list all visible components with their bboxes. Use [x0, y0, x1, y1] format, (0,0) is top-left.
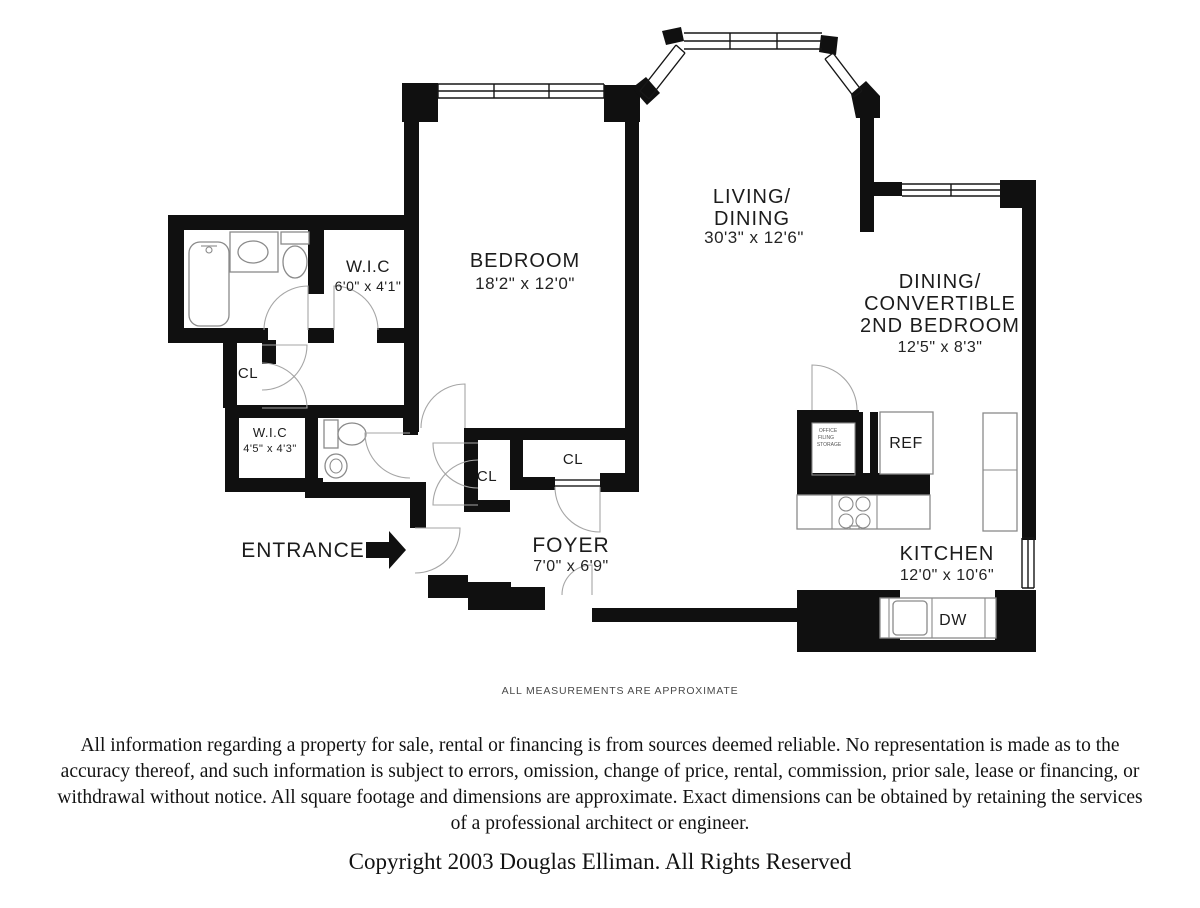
- kitchen-dims: 12'0" x 10'6": [899, 567, 995, 584]
- second-bedroom-label-1: DINING/: [898, 271, 982, 293]
- second-bedroom-label-3: 2ND BEDROOM: [860, 315, 1020, 337]
- wall-segment: [870, 412, 878, 474]
- foyer-closet-door-arc: [555, 487, 600, 532]
- pantry-label-3: STORAGE: [816, 442, 842, 448]
- wall-segment: [510, 440, 523, 480]
- wall-segment: [510, 477, 555, 490]
- measurements-note: ALL MEASUREMENTS ARE APPROXIMATE: [501, 685, 739, 697]
- wall-segment: [404, 120, 419, 432]
- wall-segment: [262, 340, 276, 364]
- wall-segment: [592, 608, 797, 622]
- powder-sink: [325, 454, 347, 478]
- wic-hall-label: W.I.C: [252, 425, 288, 440]
- disclaimer-line-1: All information regarding a property for sale, rental or financing is from sources deemed reliable. No representation is made as to the: [80, 735, 1120, 756]
- refrigerator-label: REF: [889, 435, 923, 452]
- bedroom-label: BEDROOM: [469, 250, 581, 272]
- closet-label-hall: CL: [237, 365, 259, 382]
- wall-segment: [402, 83, 438, 122]
- living-dining-dims: 30'3" x 12'6": [704, 228, 804, 247]
- wall-segment: [428, 575, 468, 598]
- wall-segment: [168, 328, 268, 343]
- wall-segment: [168, 215, 184, 335]
- closet-slider-track: [555, 480, 600, 486]
- toilet-tank: [281, 232, 309, 244]
- second-bedroom-dims: 12'5" x 8'3": [897, 339, 983, 356]
- wall-segment: [464, 428, 638, 440]
- disclaimer-line-4: of a professional architect or engineer.: [450, 813, 750, 834]
- wall-segment: [855, 412, 863, 474]
- pantry-label-2: FILING: [817, 435, 835, 441]
- wic-bath-dims: 6'0" x 4'1": [334, 278, 402, 294]
- wall-segment: [468, 582, 511, 610]
- second-bedroom-label-2: CONVERTIBLE: [864, 293, 1016, 315]
- disclaimer-line-2: accuracy thereof, and such information is subject to errors, omission, change of price, rental, commission, prior sale, lease or financing, or: [60, 761, 1140, 782]
- living-dining-label-1: LIVING/: [712, 186, 792, 208]
- bedroom-dims: 18'2" x 12'0": [475, 274, 575, 293]
- foyer-dims: 7'0" x 6'9": [533, 558, 609, 575]
- bay-corner: [662, 27, 684, 45]
- bathtub: [189, 242, 229, 326]
- footer: [57, 685, 1142, 874]
- wic-bath-label: W.I.C: [345, 257, 391, 276]
- bathroom-sink: [238, 241, 268, 263]
- bathroom-door-arc: [264, 286, 308, 330]
- kitchen-sink: [893, 601, 927, 635]
- wall-segment: [511, 587, 545, 610]
- bedroom-door-arc: [421, 384, 465, 428]
- second-bedroom-window: [902, 184, 1000, 196]
- kitchen-window: [1022, 538, 1034, 588]
- bay-window-top: [684, 33, 822, 49]
- bay-corner: [819, 35, 838, 55]
- copyright-line: Copyright 2003 Douglas Elliman. All Rights Reserved: [348, 849, 852, 874]
- wic-hall-dims: 4'5" x 4'3": [243, 443, 297, 455]
- wall-segment: [308, 230, 324, 294]
- wall-segment: [168, 215, 414, 230]
- powder-door-arc: [365, 433, 410, 478]
- wall-segment: [410, 482, 426, 528]
- wall-segment: [797, 410, 812, 480]
- wall-segment: [305, 405, 417, 418]
- foyer-label: FOYER: [532, 534, 610, 557]
- closet-label-foyer-small: CL: [476, 468, 498, 485]
- toilet-tank: [324, 420, 338, 448]
- entrance-arrow-icon: [366, 531, 406, 569]
- wall-segment: [1022, 180, 1036, 540]
- wall-segment: [225, 478, 323, 492]
- toilet-bowl: [283, 246, 307, 278]
- living-dining-label-2: DINING: [714, 208, 790, 230]
- kitchen-counter: [797, 495, 930, 529]
- pantry-door-arc: [812, 365, 857, 410]
- toilet-bowl: [338, 423, 366, 445]
- kitchen-label: KITCHEN: [899, 543, 995, 565]
- wall-segment: [797, 473, 930, 495]
- wall-segment: [860, 112, 874, 232]
- tall-cabinet: [983, 413, 1017, 531]
- wall-segment: [860, 182, 902, 196]
- wall-segment: [223, 340, 237, 408]
- wall-segment: [403, 405, 418, 435]
- wall-segment: [625, 440, 639, 480]
- wall-segment: [625, 120, 639, 440]
- pantry-label-1: OFFICE: [818, 428, 838, 434]
- wall-segment: [995, 590, 1036, 652]
- wall-segment: [464, 500, 510, 512]
- bedroom-window: [438, 84, 604, 98]
- closet-label-foyer-big: CL: [562, 451, 584, 468]
- wall-segment: [464, 440, 478, 504]
- dishwasher-label: DW: [939, 612, 967, 629]
- entrance-label: ENTRANCE: [241, 539, 365, 562]
- disclaimer-line-3: withdrawal without notice. All square footage and dimensions are approximate. Exact dimensions can be obtained by retaining the services: [57, 787, 1143, 808]
- entrance-door-arc: [415, 528, 460, 573]
- wall-segment: [308, 328, 334, 343]
